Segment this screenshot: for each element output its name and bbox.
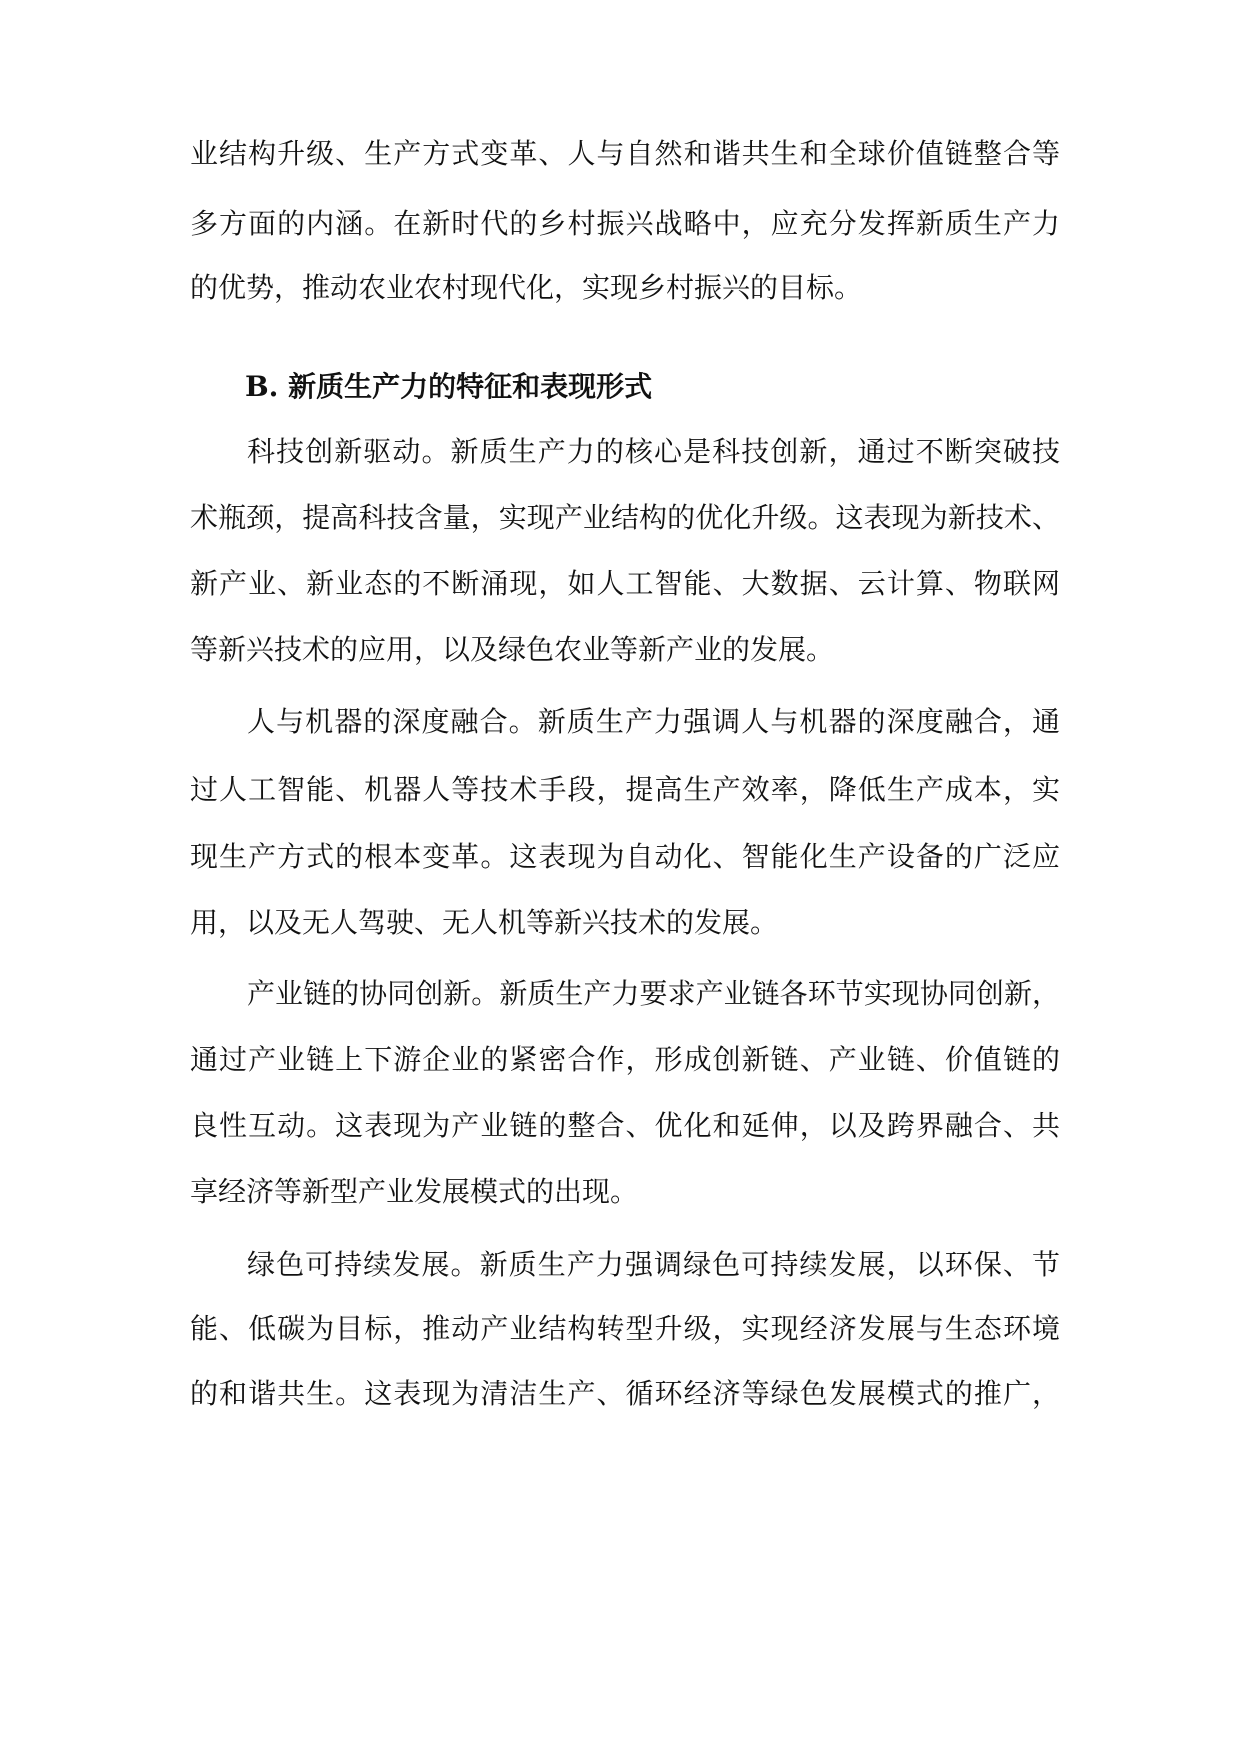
paragraph-2-line-4: 用，以及无人驾驶、无人机等新兴技术的发展。 xyxy=(190,906,779,939)
intro-line-2: 多方面的内涵。在新时代的乡村振兴战略中，应充分发挥新质生产力 xyxy=(190,207,1060,240)
paragraph-1-line-2: 术瓶颈，提高科技含量，实现产业结构的优化升级。这表现为新技术、 xyxy=(190,501,1060,534)
paragraph-3-line-1: 产业链的协同创新。新质生产力要求产业链各环节实现协同创新， xyxy=(247,977,1060,1010)
intro-line-3: 的优势，推动农业农村现代化，实现乡村振兴的目标。 xyxy=(190,271,863,304)
paragraph-3-line-4: 享经济等新型产业发展模式的出现。 xyxy=(190,1175,639,1208)
paragraph-3-line-3: 良性互动。这表现为产业链的整合、优化和延伸，以及跨界融合、共 xyxy=(190,1109,1060,1142)
paragraph-4-line-1: 绿色可持续发展。新质生产力强调绿色可持续发展，以环保、节 xyxy=(247,1248,1060,1281)
paragraph-2-line-2: 过人工智能、机器人等技术手段，提高生产效率，降低生产成本，实 xyxy=(190,773,1060,806)
intro-line-1: 业结构升级、生产方式变革、人与自然和谐共生和全球价值链整合等 xyxy=(190,137,1060,170)
paragraph-1-line-1: 科技创新驱动。新质生产力的核心是科技创新，通过不断突破技 xyxy=(247,435,1060,468)
paragraph-4-line-3: 的和谐共生。这表现为清洁生产、循环经济等绿色发展模式的推广， xyxy=(190,1377,1060,1410)
paragraph-1-line-3: 新产业、新业态的不断涌现，如人工智能、大数据、云计算、物联网 xyxy=(190,567,1060,600)
paragraph-3-line-2: 通过产业链上下游企业的紧密合作，形成创新链、产业链、价值链的 xyxy=(190,1043,1060,1076)
paragraph-4-line-2: 能、低碳为目标，推动产业结构转型升级，实现经济发展与生态环境 xyxy=(190,1312,1060,1345)
paragraph-1-line-4: 等新兴技术的应用，以及绿色农业等新产业的发展。 xyxy=(190,633,835,666)
paragraph-2-line-1: 人与机器的深度融合。新质生产力强调人与机器的深度融合，通 xyxy=(247,705,1060,738)
paragraph-2-line-3: 现生产方式的根本变革。这表现为自动化、智能化生产设备的广泛应 xyxy=(190,840,1060,873)
section-heading: B. 新质生产力的特征和表现形式 xyxy=(245,370,653,403)
